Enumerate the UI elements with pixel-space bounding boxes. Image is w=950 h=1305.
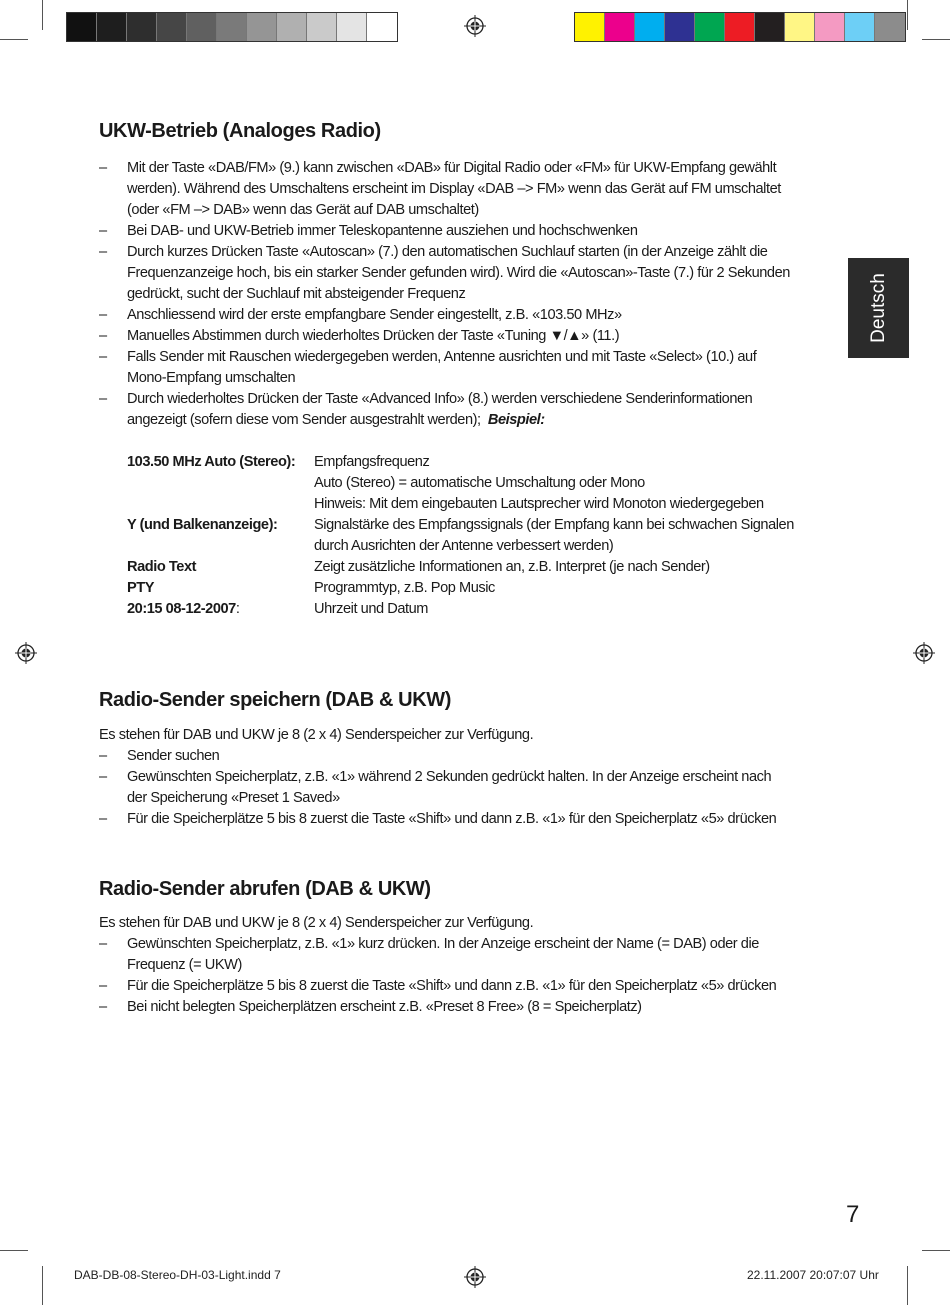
list-item xyxy=(99,746,829,767)
list-dash: – xyxy=(99,223,107,239)
registration-mark-icon xyxy=(15,642,37,664)
example-label: Beispiel: xyxy=(487,412,545,428)
list-item xyxy=(99,997,829,1018)
page-number: 7 xyxy=(846,1201,860,1228)
list-dash: – xyxy=(99,244,107,260)
list-item-line: Falls Sender mit Rauschen wiedergegeben werden, Antenne ausrichten und mit Taste «Select» (10.) auf xyxy=(127,349,757,365)
definition-term xyxy=(127,557,196,578)
color-swatch xyxy=(785,13,815,41)
list-item xyxy=(99,158,829,221)
list-item xyxy=(99,305,829,326)
color-swatch xyxy=(695,13,725,41)
ukw-last-line-text: angezeigt (sofern diese vom Sender ausgestrahlt werden); xyxy=(127,412,481,428)
definition-term-text: 103.50 MHz Auto (Stereo): xyxy=(127,454,296,470)
list-dash: – xyxy=(99,748,107,764)
footer-file-name: DAB-DB-08-Stereo-DH-03-Light.indd 7 xyxy=(74,1268,281,1282)
list-item xyxy=(99,242,829,305)
crop-mark xyxy=(907,1266,908,1305)
list-dash: – xyxy=(99,999,107,1015)
color-swatch xyxy=(845,13,875,41)
list-item-line: der Speicherung «Preset 1 Saved» xyxy=(127,790,340,806)
crop-mark xyxy=(0,1250,28,1251)
color-swatch xyxy=(575,13,605,41)
color-swatch xyxy=(755,13,785,41)
definition-term xyxy=(127,515,277,536)
list-dash: – xyxy=(99,936,107,952)
definition-desc-line: Auto (Stereo) = automatische Umschaltung oder Mono xyxy=(314,475,645,491)
list-item-line: Gewünschten Speicherplatz, z.B. «1» während 2 Sekunden gedrückt halten. In der Anzeige erscheint nach xyxy=(127,769,772,785)
list-item-line: Mit der Taste «DAB/FM» (9.) kann zwischen «DAB» für Digital Radio oder «FM» für UKW-Empfang gewählt xyxy=(127,160,777,176)
list-item-line: werden). Während des Umschaltens erscheint im Display «DAB –> FM» wenn das Gerät auf FM umschaltet xyxy=(127,181,781,197)
definition-desc-line: Signalstärke des Empfangssignals (der Empfang kann bei schwachen Signalen xyxy=(314,517,794,533)
definition-term-text: PTY xyxy=(127,580,155,596)
definition-term-text: 20:15 08-12-2007 xyxy=(127,601,236,617)
color-swatch xyxy=(337,13,367,41)
definition-desc-line: durch Ausrichten der Antenne verbessert werden) xyxy=(314,538,614,554)
list-dash: – xyxy=(99,978,107,994)
definition-term-text: Y (und Balkenanzeige): xyxy=(127,517,278,533)
list-item-line: Für die Speicherplätze 5 bis 8 zuerst die Taste «Shift» und dann z.B. «1» für den Speicherplatz «5» drücken xyxy=(127,978,777,994)
crop-mark xyxy=(922,1250,950,1251)
list-item-line: Für die Speicherplätze 5 bis 8 zuerst die Taste «Shift» und dann z.B. «1» für den Speicherplatz «5» drücken xyxy=(127,811,777,827)
list-item xyxy=(99,976,829,997)
list-item-line: Durch kurzes Drücken Taste «Autoscan» (7.) den automatischen Suchlauf starten (in der Anzeige zählt die xyxy=(127,244,768,260)
color-swatch xyxy=(875,13,905,41)
definition-desc-line: Uhrzeit und Datum xyxy=(314,601,429,617)
language-tab xyxy=(848,258,909,358)
list-item-line: (oder «FM –> DAB» wenn das Gerät auf DAB umschaltet) xyxy=(127,202,479,218)
definition-term xyxy=(127,578,154,599)
footer-datetime: 22.11.2007 20:07:07 Uhr xyxy=(747,1268,879,1282)
list-item-line: Anschliessend wird der erste empfangbare Sender eingestellt, z.B. «103.50 MHz» xyxy=(127,307,622,323)
color-swatch xyxy=(307,13,337,41)
definition-term-suffix: : xyxy=(235,601,240,617)
list-dash: – xyxy=(99,349,107,365)
grayscale-color-bar xyxy=(66,12,398,42)
color-swatch xyxy=(67,13,97,41)
definition-term-text: Radio Text xyxy=(127,559,197,575)
abrufen-intro: Es stehen für DAB und UKW je 8 (2 x 4) Senderspeicher zur Verfügung. xyxy=(99,915,534,931)
list-item-line: Bei nicht belegten Speicherplätzen erscheint z.B. «Preset 8 Free» (8 = Speicherplatz) xyxy=(127,999,642,1015)
list-dash: – xyxy=(99,160,107,176)
color-swatch xyxy=(127,13,157,41)
registration-mark-icon xyxy=(464,1266,486,1288)
definition-desc-line: Zeigt zusätzliche Informationen an, z.B. Interpret (je nach Sender) xyxy=(314,559,710,575)
color-swatch xyxy=(97,13,127,41)
list-dash: – xyxy=(99,811,107,827)
list-item xyxy=(99,221,829,242)
color-swatch xyxy=(635,13,665,41)
list-item-line: Durch wiederholtes Drücken der Taste «Advanced Info» (8.) werden verschiedene Senderinformationen xyxy=(127,391,753,407)
section-title-abrufen: Radio-Sender abrufen (DAB & UKW) xyxy=(99,878,431,900)
color-swatch xyxy=(217,13,247,41)
list-item-line: gedrückt, sucht der Suchlauf mit absteigender Frequenz xyxy=(127,286,466,302)
list-dash: – xyxy=(99,307,107,323)
color-swatch xyxy=(247,13,277,41)
definition-term xyxy=(127,599,239,620)
list-item xyxy=(99,389,829,410)
list-item xyxy=(99,809,829,830)
crop-mark xyxy=(0,39,28,40)
list-item-line: Frequenzanzeige hoch, bis ein starker Sender gefunden wird). Wird die «Autoscan»-Taste (7.) für 2 Sekunden xyxy=(127,265,790,281)
color-swatch xyxy=(277,13,307,41)
list-item-line: Gewünschten Speicherplatz, z.B. «1» kurz drücken. In der Anzeige erscheint der Name (= DAB) oder die xyxy=(127,936,759,952)
list-item xyxy=(99,326,829,347)
color-swatch xyxy=(367,13,397,41)
color-swatch xyxy=(157,13,187,41)
color-swatch xyxy=(665,13,695,41)
crop-mark xyxy=(907,0,908,30)
list-item xyxy=(99,347,829,389)
list-item-line: Mono-Empfang umschalten xyxy=(127,370,296,386)
list-item xyxy=(99,767,829,809)
speichern-intro: Es stehen für DAB und UKW je 8 (2 x 4) Senderspeicher zur Verfügung. xyxy=(99,727,534,743)
section-title-speichern: Radio-Sender speichern (DAB & UKW) xyxy=(99,689,451,711)
list-item-line: Bei DAB- und UKW-Betrieb immer Teleskopantenne ausziehen und hochschwenken xyxy=(127,223,638,239)
process-color-bar xyxy=(574,12,906,42)
definition-desc-line: Empfangsfrequenz xyxy=(314,454,430,470)
list-item xyxy=(99,934,829,976)
color-swatch xyxy=(815,13,845,41)
definition-term xyxy=(127,452,295,473)
registration-mark-icon xyxy=(913,642,935,664)
color-swatch xyxy=(187,13,217,41)
list-item-line: Frequenz (= UKW) xyxy=(127,957,242,973)
definition-desc-line: Hinweis: Mit dem eingebauten Lautsprecher wird Monoton wiedergegeben xyxy=(314,496,764,512)
list-dash: – xyxy=(99,391,107,407)
list-item-line: Manuelles Abstimmen durch wiederholtes Drücken der Taste «Tuning ▼/▲» (11.) xyxy=(127,328,620,344)
language-tab-label: Deutsch xyxy=(867,273,889,343)
crop-mark xyxy=(42,1266,43,1305)
ukw-last-line xyxy=(127,410,545,431)
color-swatch xyxy=(605,13,635,41)
list-item-line: Sender suchen xyxy=(127,748,220,764)
registration-mark-icon xyxy=(464,15,486,37)
definition-desc-line: Programmtyp, z.B. Pop Music xyxy=(314,580,495,596)
section-title-ukw: UKW-Betrieb (Analoges Radio) xyxy=(99,120,381,142)
color-swatch xyxy=(725,13,755,41)
crop-mark xyxy=(42,0,43,30)
crop-mark xyxy=(922,39,950,40)
list-dash: – xyxy=(99,769,107,785)
list-dash: – xyxy=(99,328,107,344)
